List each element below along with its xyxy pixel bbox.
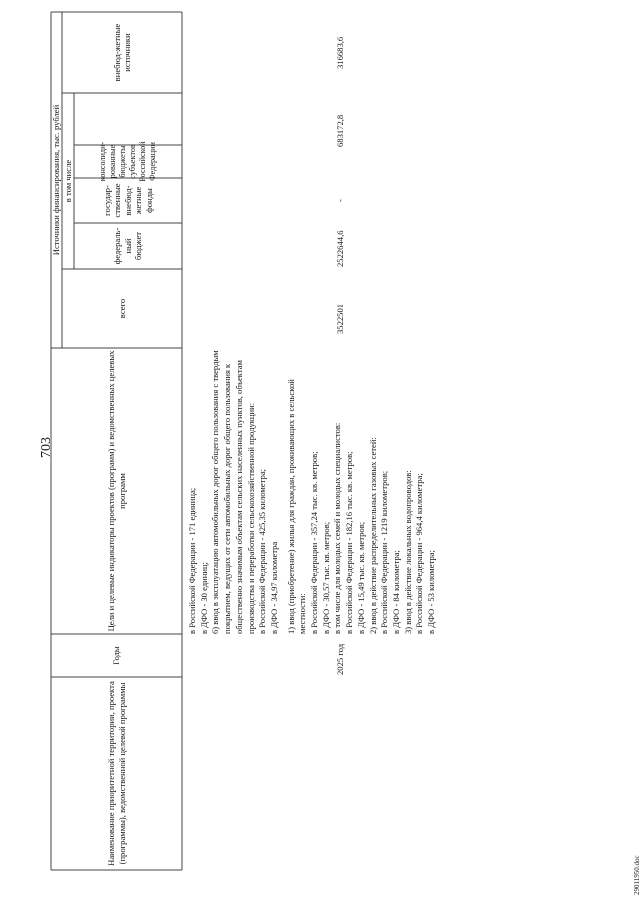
document-code: 29011950.doc — [633, 855, 641, 895]
goal-line: в том числе для молодых семей и молодых специалистов: — [332, 422, 343, 634]
goal-line: 2) ввод в действие распределительных газовых сетей: — [367, 437, 378, 634]
page-number: 703 — [39, 437, 54, 458]
header-including: в том числе — [62, 159, 73, 203]
goal-line: в Российской Федерации - 1219 километров; — [379, 470, 390, 634]
value-total: 3522501 — [335, 303, 345, 334]
header-funding: Источники финансирования, тыс. рублей — [51, 104, 62, 256]
goal-line: 3) ввод в действие локальных водопроводов: — [402, 470, 413, 634]
goal-line: в Российской Федерации - 964,4 километра; — [414, 473, 425, 634]
goal-line: в ДФО - 15,49 тыс. кв. метров; — [355, 521, 366, 634]
value-state-funds: - — [335, 199, 345, 202]
year-2025: 2025 год — [335, 643, 345, 675]
value-regional: 683172,8 — [335, 114, 345, 147]
value-federal: 2522644,6 — [335, 230, 345, 267]
value-extra: 316683,6 — [335, 36, 345, 69]
header-years: Годы — [111, 646, 122, 665]
goal-line: 1) ввод (приобретение) жилья для граждан, проживающих в сельской местности: — [285, 379, 308, 634]
goal-line: в ДФО - 34,97 километра — [268, 541, 279, 634]
header-goals: Цели и целевые индикаторы проектов (программ) и ведомственных целевых программ — [106, 350, 127, 632]
header-name: Наименование приоритетной территории, проекта (программы), ведомственной целевой программы — [106, 681, 127, 866]
goal-line: 6) ввод в эксплуатацию автомобильных дорог общего пользования с твердым покрытием, ведущих от сети автомобильных дорог общего пользования к общественно значимым объектам сельских населенных пунктов, объектам производства и переработки сельскохозяйственной продукции: — [210, 350, 256, 634]
goal-line: в ДФО - 53 километра; — [426, 550, 437, 634]
goal-line: в Российской Федерации - 171 единица; — [187, 487, 197, 634]
goal-line: в Российской Федерации - 182,16 тыс. кв. метров; — [344, 451, 355, 634]
goal-line: в Российской Федерации - 425,35 километра; — [257, 468, 268, 634]
goals-column — [182, 259, 438, 634]
goal-line: в ДФО - 30 единиц; — [198, 562, 209, 634]
goal-line: в ДФО - 84 километра; — [390, 550, 401, 634]
header-regional: консолиди-рованные бюджеты субъектов Российской Федерации — [98, 141, 157, 182]
header-federal: федераль-ный бюджет — [112, 227, 144, 265]
goal-line: в Российской Федерации - 357,24 тыс. кв. метров; — [309, 451, 320, 634]
header-state-funds: государ-ственные внебюд-жетные фонды — [101, 183, 154, 218]
header-total: всего — [116, 298, 127, 319]
header-extra: внебюд-жетные источники — [111, 23, 132, 82]
goal-line: в ДФО - 30,57 тыс. кв. метров; — [320, 521, 331, 634]
